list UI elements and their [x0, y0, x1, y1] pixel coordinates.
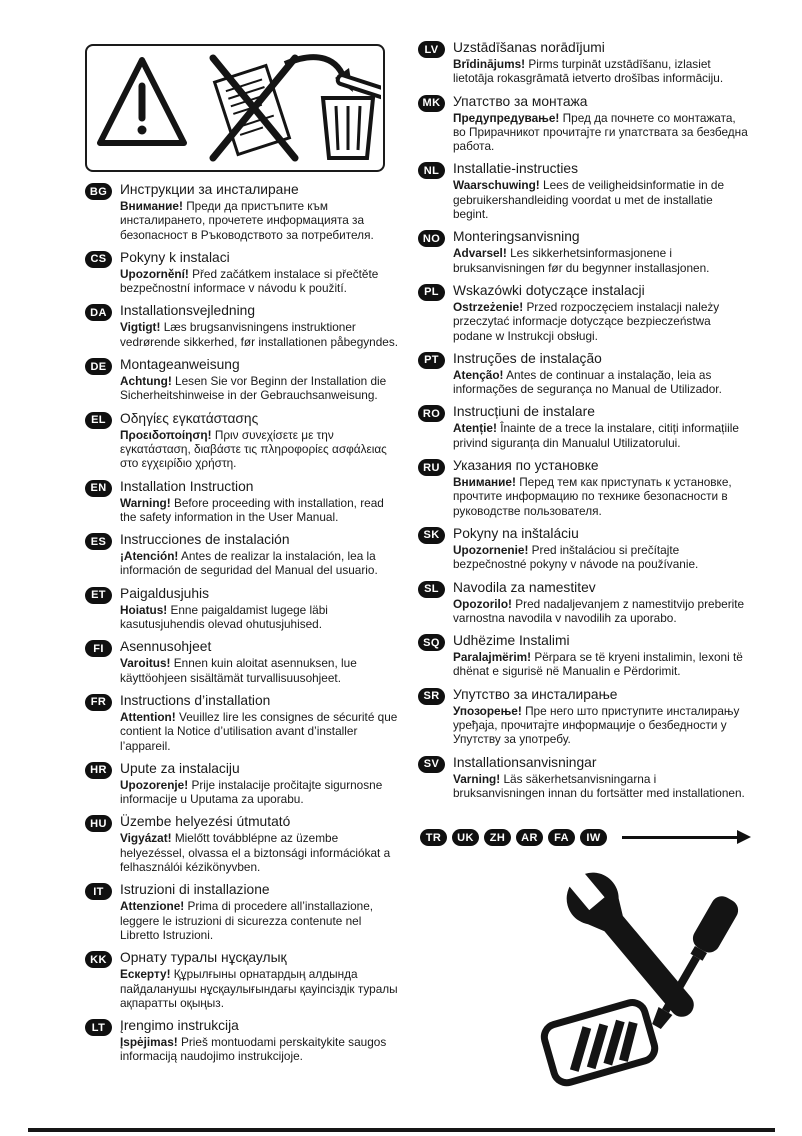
entry-body [120, 374, 400, 403]
language-code-badge: BG [85, 183, 112, 200]
entry-text [120, 1018, 400, 1064]
warning-text: Pirms turpināt uzstādīšanu, izlasiet lietotāja rokasgrāmatā ietverto drošības informāciju. [453, 57, 724, 86]
entry-title: Installationsvejledning [120, 303, 255, 319]
warning-word: Внимание! [120, 199, 183, 213]
language-code-badge: PT [418, 352, 445, 369]
entry-body [120, 831, 400, 874]
language-code-badge: EN [85, 480, 112, 497]
entry-text [120, 950, 400, 1010]
language-entry [418, 580, 750, 626]
language-code-badge: FI [85, 640, 112, 657]
warning-word: Ескерту! [120, 967, 171, 982]
language-entry [85, 882, 400, 942]
language-code-badge: NL [418, 162, 445, 179]
entry-title: Uzstādīšanas norādījumi [453, 40, 605, 55]
language-code-badge: CS [85, 251, 112, 268]
entry-text [453, 229, 750, 275]
warning-text: Ennen kuin aloitat asennuksen, lue käyttöohjeen sisältämät turvallisuusohjeet. [120, 656, 357, 685]
language-entry [85, 950, 400, 1010]
entry-body [453, 178, 750, 221]
entry-title: Упутство за инсталирање [453, 686, 618, 702]
grille-icon [541, 1000, 658, 1086]
entry-title: Navodila za namestitev [453, 579, 596, 595]
entry-body [120, 656, 400, 685]
language-code-badge: HU [85, 815, 112, 832]
entry-title: Wskazówki dotyczące instalacji [453, 282, 645, 298]
language-code-badge: FA [548, 829, 575, 846]
warning-text: Veuillez lire les consignes de sécurité que contient la Notice d’utilisation avant d’installer l’appareil. [120, 709, 398, 753]
warning-triangle-icon [100, 60, 184, 143]
language-entry [418, 94, 750, 154]
entry-title: Paigaldusjuhis [120, 585, 209, 601]
language-entry [418, 755, 750, 801]
entry-text [453, 283, 750, 343]
entry-title: Installationsanvisningar [453, 754, 597, 770]
entry-title: Instrucciones de instalación [120, 532, 290, 548]
entry-body [120, 267, 400, 296]
entry-title: Instruções de instalação [453, 350, 602, 366]
warning-text: Përpara se të kryeni instalimin, lexoni të dhënat e sigurisë në Manualin e Përdorimit. [453, 650, 743, 679]
language-entry [418, 229, 750, 275]
warning-word: Waarschuwing! [453, 178, 540, 193]
entry-body [120, 428, 400, 471]
entry-text [120, 882, 400, 942]
warning-text: Pred nadaljevanjem z namestitvijo preberite varnostna navodila v navodilih za uporabo. [453, 596, 745, 625]
entry-title: Asennusohjeet [120, 639, 212, 655]
language-code-badge: UK [452, 829, 479, 846]
language-code-badge: KK [85, 951, 112, 968]
warning-text: Преди да пристъпите към инсталирането, прочетете информацията за безопасност в Ръководството за потребителя. [120, 199, 374, 242]
warning-text: Before proceeding with installation, read the safety information in the User Manual. [120, 495, 384, 524]
tools-figure [538, 862, 750, 1095]
warning-word: Warning! [120, 495, 171, 510]
entry-text [120, 693, 400, 753]
warning-text: Құрылғыны орнатардың алдында пайдаланушы нұсқаулығындағы қауіпсіздік туралы ақпаратты оқыңыз. [120, 967, 398, 1010]
language-entry [418, 633, 750, 679]
warning-word: Achtung! [120, 374, 172, 389]
warning-word: Varning! [453, 771, 501, 786]
language-code-badge: RU [418, 459, 445, 476]
entry-body [453, 772, 750, 801]
entry-text [453, 161, 750, 221]
warning-text: Пре него што приступите инсталирању уређаја, прочитајте информације о безбедности у Упутству за употребу. [453, 703, 740, 747]
warning-word: Varoitus! [120, 656, 171, 671]
entry-title: Istruzioni di installazione [120, 882, 270, 898]
language-code-badge: SQ [418, 634, 445, 651]
entry-text [453, 687, 750, 747]
language-entry [418, 283, 750, 343]
entry-text [453, 580, 750, 626]
language-entry [85, 693, 400, 753]
left-column [85, 182, 400, 1072]
language-entry [85, 182, 400, 242]
warning-word: Hoiatus! [120, 602, 168, 617]
tools-illustration [538, 862, 750, 1090]
entry-body [453, 475, 750, 518]
entry-text [120, 303, 400, 349]
warning-text: Enne paigaldamist lugege läbi kasutusjuhendis olevad ohutusjuhised. [120, 602, 328, 632]
language-entry [85, 357, 400, 403]
trash-can-icon [323, 74, 381, 158]
entry-title: Installatie-instructies [453, 161, 578, 177]
entry-text [120, 586, 400, 632]
page-edge-line [28, 1128, 775, 1132]
entry-body [120, 1035, 400, 1064]
entry-body [453, 650, 750, 679]
warning-word: Vigtigt! [120, 320, 161, 335]
warning-text: Înainte de a trece la instalare, citiți informațiile privind siguranța din Manualul Utilizatorului. [453, 421, 739, 450]
entry-body [120, 496, 400, 525]
right-column [418, 40, 750, 1095]
arrow-right-icon [622, 836, 738, 839]
language-entry [418, 458, 750, 518]
entry-text [120, 761, 400, 807]
warning-text: Lees de veiligheidsinformatie in de gebruikershandleiding voordat u met de installatie begint. [453, 178, 725, 222]
language-code-badge: FR [85, 694, 112, 711]
do-not-discard-illustration [89, 48, 381, 168]
entry-body [453, 704, 750, 747]
language-code-badge: ET [85, 587, 112, 604]
entry-title: Instructions d’installation [120, 692, 271, 708]
entry-title: Инструкции за инсталиране [120, 182, 299, 197]
entry-title: Monteringsanvisning [453, 229, 580, 245]
language-code-badge: NO [418, 230, 445, 247]
language-code-badge: LT [85, 1019, 112, 1036]
language-code-badge: MK [418, 95, 445, 112]
entry-text [120, 814, 400, 874]
language-code-badge: PL [418, 284, 445, 301]
entry-body [453, 57, 750, 86]
warning-text: Prima di procedere all’installazione, leggere le istruzioni di sicurezza contenute nel Libretto Istruzioni. [120, 899, 374, 942]
warning-word: Opozorilo! [453, 596, 512, 611]
entry-title: Udhëzime Instalimi [453, 633, 570, 649]
language-code-badge: EL [85, 412, 112, 429]
entry-text [120, 182, 400, 242]
warning-word: Внимание! [453, 475, 516, 490]
entry-text [453, 351, 750, 397]
language-entry [85, 411, 400, 471]
entry-text [120, 357, 400, 403]
warning-text: Läs säkerhetsanvisningarna i bruksanvisningen innan du fortsätter med installationen. [453, 771, 745, 800]
language-entry [85, 1018, 400, 1064]
language-code-badge: RO [418, 405, 445, 422]
warning-text: Пред да почнете со монтажата, во Прирачникот прочитајте ги упатствата за безбедна работа. [453, 110, 748, 154]
warning-text: Перед тем как приступать к установке, прочтите информацию по технике безопасности в руководстве пользователя. [453, 475, 732, 518]
warning-word: Atenție! [453, 421, 497, 436]
entry-text [120, 479, 400, 525]
language-entry [418, 687, 750, 747]
entry-text [453, 755, 750, 801]
entry-text [453, 404, 750, 450]
entry-title: Орнату туралы нұсқаулық [120, 950, 287, 966]
language-code-badge: IT [85, 883, 112, 900]
entry-body [453, 543, 750, 572]
warning-text: Les sikkerhetsinformasjonene i bruksanvisningen før du begynner installasjonen. [453, 246, 710, 275]
entry-body [120, 603, 400, 632]
entry-title: Installation Instruction [120, 478, 254, 494]
warning-word: Įspėjimas! [120, 1035, 178, 1050]
entry-body [120, 549, 400, 578]
warning-word: Upozornenie! [453, 542, 529, 557]
warning-word: Vigyázat! [120, 831, 172, 846]
language-code-badge: SV [418, 756, 445, 773]
manual-in-trash-icon [213, 57, 381, 158]
entry-title: Upute za instalaciju [120, 760, 240, 776]
entry-title: Упатство за монтажа [453, 93, 588, 109]
entry-body [453, 246, 750, 275]
language-code-badge: LV [418, 41, 445, 58]
warning-word: Atenção! [453, 367, 504, 382]
warning-text: Pred inštaláciou si prečítajte bezpečnostné pokyny v návode na používanie. [453, 542, 699, 572]
language-entry [85, 761, 400, 807]
language-entry [85, 479, 400, 525]
left-entries-list [85, 182, 400, 1064]
entry-body [120, 199, 400, 242]
language-entry [85, 250, 400, 296]
language-code-badge: DA [85, 304, 112, 321]
entry-body [120, 967, 400, 1010]
entry-title: Įrengimo instrukcija [120, 1018, 239, 1034]
warning-text: Prieš montuodami perskaitykite saugos informaciją naudojimo instrukcijoje. [120, 1035, 387, 1064]
warning-word: Upozorenje! [120, 777, 189, 792]
entry-body [453, 597, 750, 626]
language-code-badge: SR [418, 688, 445, 705]
warning-word: Attention! [120, 709, 176, 724]
more-languages-row [420, 828, 750, 846]
language-code-badge: HR [85, 762, 112, 779]
language-entry [418, 161, 750, 221]
language-code-badge: TR [420, 829, 447, 846]
language-entry [85, 532, 400, 578]
language-code-badge: DE [85, 358, 112, 375]
language-entry [85, 814, 400, 874]
language-entry [85, 303, 400, 349]
language-code-badge: SL [418, 581, 445, 598]
entry-text [453, 94, 750, 154]
language-code-badge: ES [85, 533, 112, 550]
warning-text: Antes de realizar la instalación, lea la información de seguridad del Manual del usuario. [120, 549, 378, 578]
language-code-badge: SK [418, 527, 445, 544]
warning-text: Mielőtt továbblépne az üzembe helyezéssel, olvassa el a biztonsági információkat a felhasználói kézikönyvben. [120, 831, 391, 875]
entry-text [453, 40, 750, 86]
warning-word: Paralajmërim! [453, 650, 532, 665]
entry-text [120, 250, 400, 296]
entry-text [453, 458, 750, 518]
warning-word: ¡Atención! [120, 549, 179, 564]
entry-title: Pokyny k instalaci [120, 249, 230, 265]
entry-body [120, 899, 400, 942]
warning-word: Ostrzeżenie! [453, 299, 524, 314]
language-code-badge: IW [580, 829, 607, 846]
language-code-badge: AR [516, 829, 543, 846]
entry-body [453, 368, 750, 397]
entry-title: Instrucțiuni de instalare [453, 404, 595, 420]
entry-title: Montageanweisung [120, 357, 240, 373]
right-entries-list [418, 40, 750, 800]
warning-text: Przed rozpoczęciem instalacji należy przeczytać informacje dotyczące bezpieczeństwa podane w Instrukcji obsługi. [453, 299, 720, 343]
language-entry [418, 40, 750, 86]
entry-text [120, 532, 400, 578]
entry-body [120, 710, 400, 753]
entry-text [120, 411, 400, 471]
language-entry [418, 404, 750, 450]
entry-body [120, 778, 400, 807]
language-code-badge: ZH [484, 829, 511, 846]
entry-body [453, 300, 750, 343]
entry-title: Οδηγίες εγκατάστασης [120, 410, 259, 426]
do-not-discard-figure [85, 44, 385, 172]
entry-body [453, 111, 750, 154]
warning-word: Upozornění! [120, 266, 189, 281]
warning-text: Před začátkem instalace si přečtěte bezpečnostní informace v návodu k použití. [120, 266, 379, 296]
language-entry [85, 586, 400, 632]
warning-word: Advarsel! [453, 246, 507, 261]
warning-text: Antes de continuar a instalação, leia as informações de segurança no Manual de Utilizador. [453, 367, 722, 397]
warning-text: Πριν συνεχίσετε με την εγκατάσταση, διαβάστε τις πληροφορίες ασφάλειας στο εγχειρίδιο χρήστη. [120, 427, 387, 471]
warning-word: Brīdinājums! [453, 57, 526, 71]
entry-title: Указания по установке [453, 458, 599, 474]
warning-word: Упозорење! [453, 703, 522, 718]
warning-word: Προειδοποίηση! [120, 427, 212, 442]
entry-text [453, 633, 750, 679]
language-entry [418, 526, 750, 572]
warning-text: Prije instalacije pročitajte sigurnosne informacije u Uputama za uporabu. [120, 777, 383, 807]
warning-word: Attenzione! [120, 899, 185, 914]
warning-word: Предупредување! [453, 110, 560, 125]
entry-text [453, 526, 750, 572]
warning-text: Læs brugsanvisningens instruktioner vedrørende sikkerhed, før installationen påbegyndes. [120, 320, 399, 349]
language-entry [85, 639, 400, 685]
entry-title: Üzembe helyezési útmutató [120, 814, 291, 830]
language-entry [418, 351, 750, 397]
entry-text [120, 639, 400, 685]
entry-body [120, 320, 400, 349]
warning-text: Lesen Sie vor Beginn der Installation die Sicherheitshinweise in der Gebrauchsanweisung. [120, 374, 387, 403]
entry-body [453, 421, 750, 450]
entry-title: Pokyny na inštaláciu [453, 525, 579, 541]
